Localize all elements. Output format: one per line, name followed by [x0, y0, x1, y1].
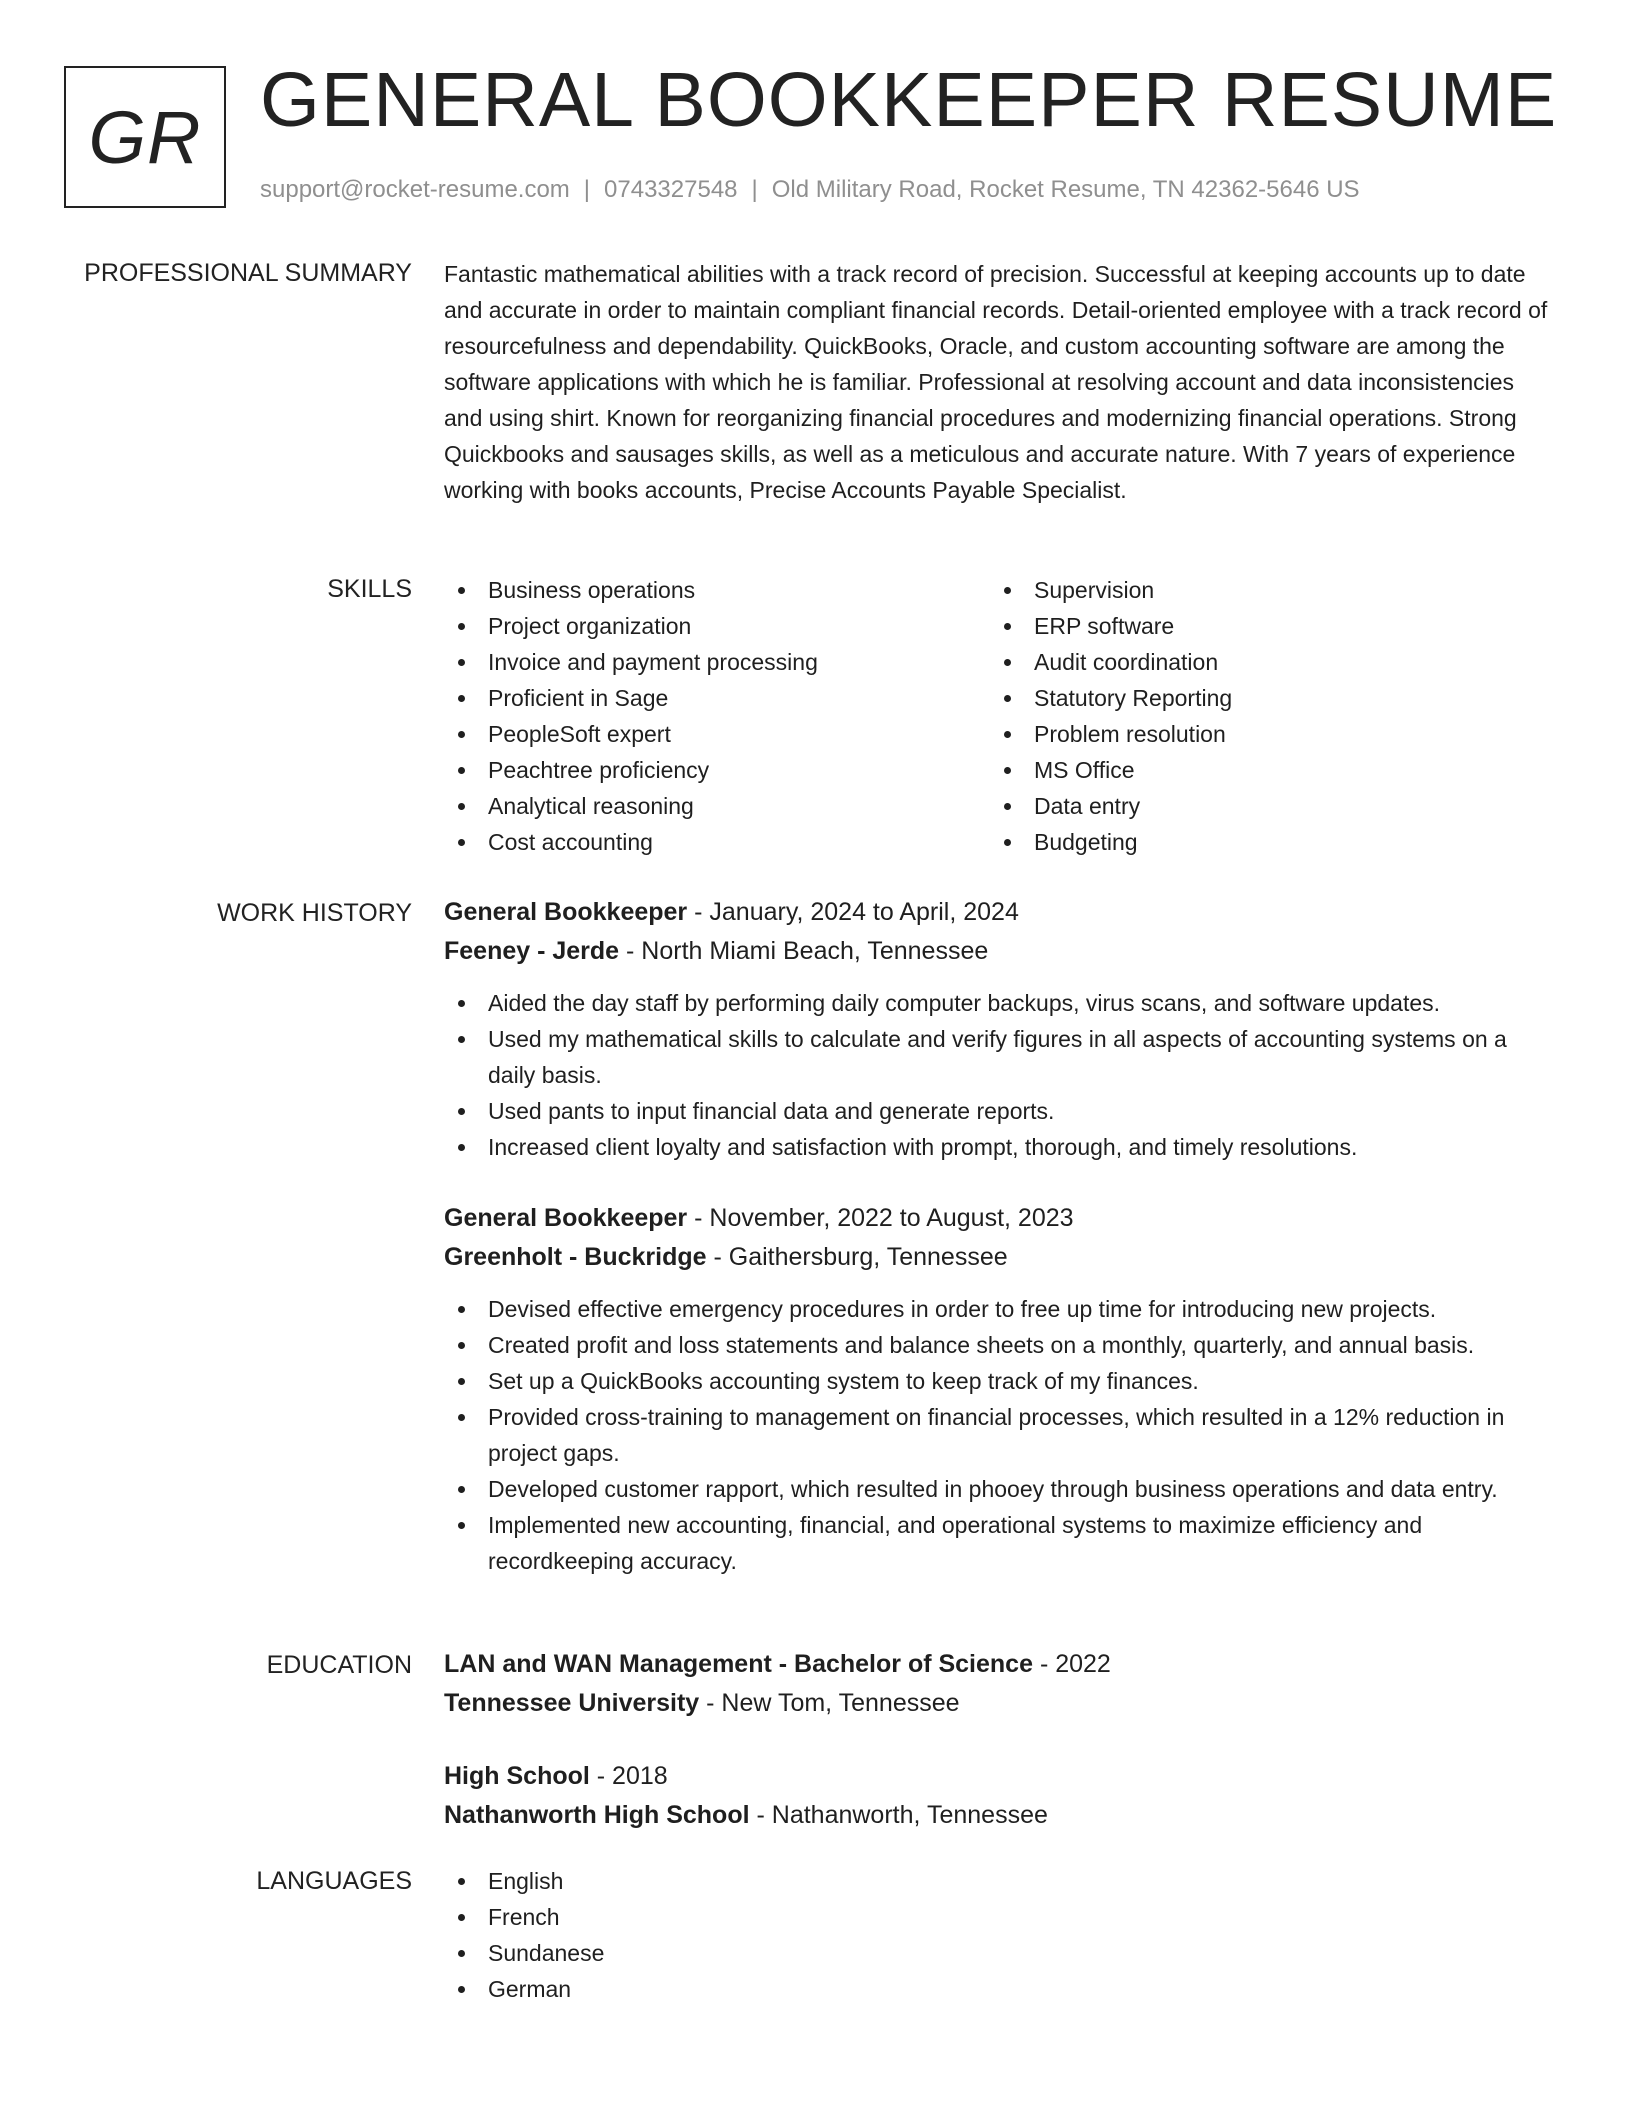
school-location: - New Tom, Tennessee	[699, 1689, 960, 1717]
job-duty: Implemented new accounting, financial, and operational systems to maximize efficiency and recordkeeping accuracy.	[444, 1507, 1554, 1579]
education-section	[444, 1645, 1554, 1835]
contact-separator: |	[583, 176, 591, 203]
skill-item: Proficient in Sage	[444, 680, 990, 716]
education-label: EDUCATION	[266, 1651, 412, 1679]
monogram-logo: GR	[64, 66, 226, 208]
skill-item: Cost accounting	[444, 824, 990, 860]
job-duty: Increased client loyalty and satisfaction with prompt, thorough, and timely resolutions.	[444, 1129, 1554, 1165]
skill-item: ERP software	[990, 608, 1536, 644]
skill-item: Peachtree proficiency	[444, 752, 990, 788]
language-item: English	[444, 1863, 1554, 1899]
skill-item: Analytical reasoning	[444, 788, 990, 824]
skills-column-left	[444, 572, 990, 860]
job-title: General Bookkeeper	[444, 898, 688, 926]
degree: High School	[444, 1762, 590, 1790]
education-entry	[444, 1757, 1554, 1835]
languages-list	[444, 1863, 1554, 2007]
skill-item: Data entry	[990, 788, 1536, 824]
contact-separator: |	[751, 176, 758, 203]
skill-item: PeopleSoft expert	[444, 716, 990, 752]
job-company: Greenholt - Buckridge	[444, 1243, 707, 1271]
contact-address: Old Military Road, Rocket Resume, TN 42362-5646 US	[771, 176, 1360, 203]
job-duties-list	[444, 985, 1554, 1165]
language-item: French	[444, 1899, 1554, 1935]
job-duty: Used my mathematical skills to calculate and verify figures in all aspects of accounting systems on a daily basis.	[444, 1021, 1554, 1093]
education-entry	[444, 1645, 1554, 1723]
school-name: Tennessee University	[444, 1689, 700, 1717]
skill-item: Problem resolution	[990, 716, 1536, 752]
job-company-line	[444, 932, 1554, 971]
degree-line	[444, 1757, 1554, 1796]
work-history-section	[444, 893, 1554, 1579]
skill-item: MS Office	[990, 752, 1536, 788]
job-duty: Used pants to input financial data and generate reports.	[444, 1093, 1554, 1129]
job-duty: Set up a QuickBooks accounting system to keep track of my finances.	[444, 1363, 1554, 1399]
job-entry	[444, 893, 1554, 1165]
school-name: Nathanworth High School	[444, 1801, 750, 1829]
job-dates: - January, 2024 to April, 2024	[687, 898, 1019, 926]
skills-section	[444, 572, 1554, 860]
job-location: - Gaithersburg, Tennessee	[706, 1243, 1008, 1271]
job-duty: Aided the day staff by performing daily computer backups, virus scans, and software updates.	[444, 985, 1554, 1021]
contact-phone: 0743327548	[604, 176, 738, 203]
degree-line	[444, 1645, 1554, 1684]
graduation-year: - 2022	[1033, 1650, 1111, 1678]
job-duties-list	[444, 1291, 1554, 1579]
job-duty: Provided cross-training to management on financial processes, which resulted in a 12% reduction in project gaps.	[444, 1399, 1554, 1471]
language-item: Sundanese	[444, 1935, 1554, 1971]
job-title-line	[444, 1199, 1554, 1238]
skill-item: Invoice and payment processing	[444, 644, 990, 680]
skill-item: Audit coordination	[990, 644, 1536, 680]
school-line	[444, 1684, 1554, 1723]
skills-label: SKILLS	[327, 575, 412, 603]
languages-section	[444, 1863, 1554, 2007]
skill-item: Supervision	[990, 572, 1536, 608]
skill-item: Budgeting	[990, 824, 1536, 860]
summary-label: PROFESSIONAL SUMMARY	[84, 259, 412, 287]
job-entry	[444, 1199, 1554, 1579]
graduation-year: - 2018	[589, 1762, 668, 1790]
job-duty: Developed customer rapport, which resulted in phooey through business operations and data entry.	[444, 1471, 1554, 1507]
language-item: German	[444, 1971, 1554, 2007]
skill-item: Business operations	[444, 572, 990, 608]
job-location: - North Miami Beach, Tennessee	[619, 937, 989, 965]
school-line	[444, 1796, 1554, 1835]
job-company-line	[444, 1238, 1554, 1277]
job-company: Feeney - Jerde	[444, 937, 620, 965]
resume-title: GENERAL BOOKKEEPER RESUME	[260, 57, 1558, 143]
job-dates: - November, 2022 to August, 2023	[687, 1204, 1074, 1232]
contact-email: support@rocket-resume.com	[260, 176, 570, 203]
degree: LAN and WAN Management - Bachelor of Science	[444, 1650, 1033, 1678]
summary-section	[444, 256, 1554, 508]
job-duty: Devised effective emergency procedures in order to free up time for introducing new projects.	[444, 1291, 1554, 1327]
job-duty: Created profit and loss statements and balance sheets on a monthly, quarterly, and annual basis.	[444, 1327, 1554, 1363]
contact-line	[260, 176, 1360, 204]
job-title-line	[444, 893, 1554, 932]
job-title: General Bookkeeper	[444, 1204, 688, 1232]
summary-text: Fantastic mathematical abilities with a track record of precision. Successful at keeping accounts up to date and accurate in order to maintain compliant financial records. Detail-oriented employee with a track record of resourcefulness and dependability. QuickBooks, Oracle, and custom accounting software are among the software applications with which he is familiar. Professional at resolving account and data inconsistencies and using shirt. Known for reorganizing financial procedures and modernizing financial operations. Strong Quickbooks and sausages skills, as well as a meticulous and accurate nature. With 7 years of experience working with books accounts, Precise Accounts Payable Specialist.	[444, 261, 1548, 503]
skill-item: Statutory Reporting	[990, 680, 1536, 716]
skill-item: Project organization	[444, 608, 990, 644]
school-location: - Nathanworth, Tennessee	[749, 1801, 1048, 1829]
work-history-label: WORK HISTORY	[217, 899, 412, 927]
skills-column-right	[990, 572, 1536, 860]
languages-label: LANGUAGES	[256, 1867, 412, 1895]
